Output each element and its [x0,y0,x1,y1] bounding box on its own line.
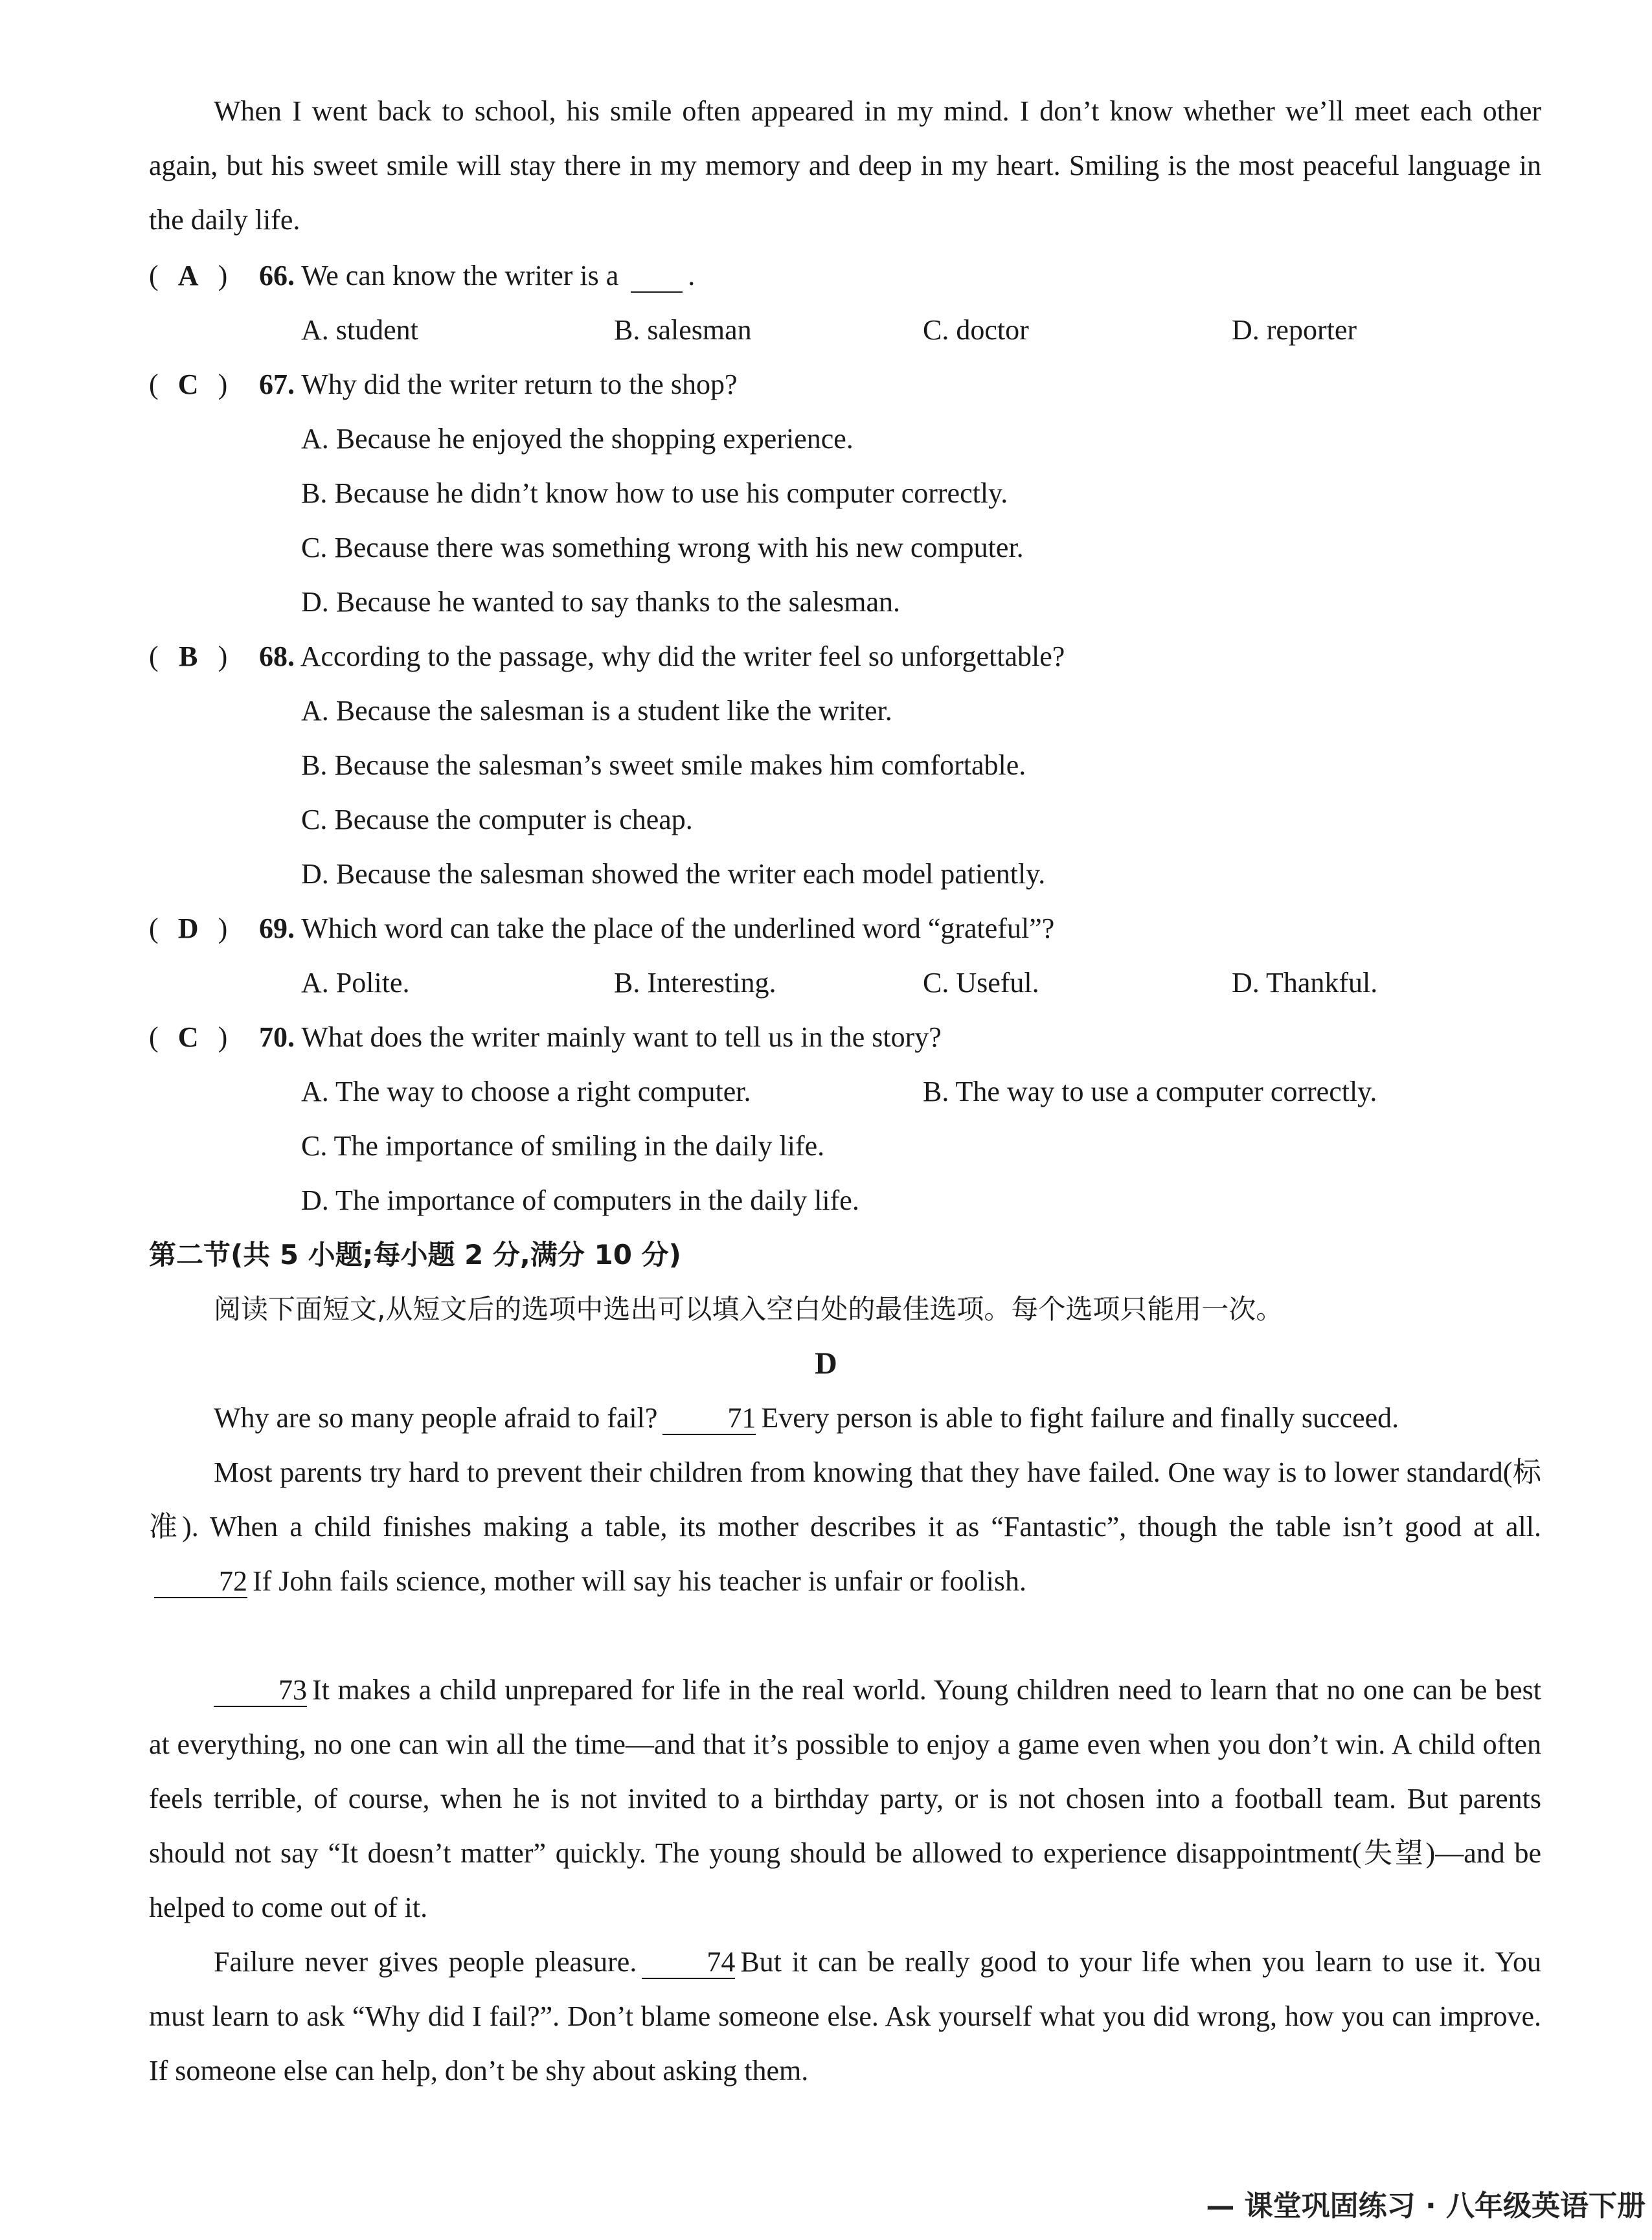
option-d: D. The importance of computers in the daily life. [301,1184,859,1216]
option-b: B. salesman [614,314,752,346]
option-a: A. student [301,314,418,346]
question-number: 68. [259,640,295,672]
answer-bracket: ( A ) [149,249,259,303]
question-stem: According to the passage, why did the writer feel so unforgettable? [300,640,1065,672]
passage-paragraph [149,1391,1541,1445]
text-segment: But it can be really good to your life when you learn to use it. You must learn to ask “Why did I fail?”. Don’t blame someone else. Ask yourself what you did wrong, how you can improve. If someone else can help, don’t be shy about asking them. [149,1946,1541,2087]
question-68 [149,629,1065,684]
question-number: 66. [259,260,295,291]
option-c: C. Because there was something wrong with his new computer. [301,532,1024,563]
blank-74: 74 [642,1947,735,1979]
question-69 [149,901,1054,956]
question-stem: Why did the writer return to the shop? [301,368,738,400]
passage-paragraph [149,1445,1541,1609]
answer-bracket: ( C ) [149,1010,259,1065]
answer-letter: D [177,912,199,944]
text-segment: It makes a child unprepared for life in the real world. Young children need to learn that no one can be best at everything, no one can win all the time—and that it’s possible to enjoy a game even when you don’t win. A child often feels terrible, of course, when he is not invited to a birthday party, or is not chosen into a football team. But parents should not say “It doesn’t matter” quickly. The young should be allowed to experience disappointment(失望)—and be helped to come out of it. [149,1674,1541,1923]
question-number: 69. [259,912,295,944]
page-footer: — 课堂巩固练习 · 八年级英语下册 [1206,2189,1646,2223]
option-b: B. Interesting. [614,967,776,999]
option-c: C. The importance of smiling in the daily life. [301,1130,825,1162]
option-d: D. Because he wanted to say thanks to the salesman. [301,586,900,618]
text-segment: Why are so many people afraid to fail? [214,1402,658,1434]
blank-72: 72 [154,1566,247,1598]
option-d: D. Thankful. [1232,967,1378,999]
option-d: D. reporter [1232,314,1357,346]
passage-paragraph [149,1663,1541,1935]
question-stem-end: . [688,260,696,291]
option-a: A. The way to choose a right computer. [301,1076,751,1107]
answer-letter: B [178,640,198,672]
passage-title: D [815,1346,837,1381]
option-a: A. Polite. [301,967,410,999]
option-b: B. The way to use a computer correctly. [923,1076,1377,1107]
blank-73: 73 [214,1675,307,1707]
question-70 [149,1010,942,1065]
option-b: B. Because the salesman’s sweet smile makes him comfortable. [301,749,1026,781]
option-d: D. Because the salesman showed the writer each model patiently. [301,858,1046,890]
option-a: A. Because the salesman is a student like the writer. [301,695,892,727]
question-stem: What does the writer mainly want to tell us in the story? [301,1021,942,1053]
question-number: 67. [259,368,295,400]
option-c: C. Useful. [923,967,1039,999]
text-segment: Every person is able to fight failure and finally succeed. [761,1402,1399,1434]
text-segment: Failure never gives people pleasure. [214,1946,637,1978]
answer-bracket: ( B ) [149,629,259,684]
blank-71: 71 [662,1403,756,1435]
text-segment: Most parents try hard to prevent their children from knowing that they have failed. One way is to lower standard(标准). When a child finishes making a table, its mother describes it as “Fantastic”, though the table isn’t good at all. [149,1456,1541,1543]
question-67 [149,357,737,412]
answer-bracket: ( C ) [149,357,259,412]
text-segment: If John fails science, mother will say his teacher is unfair or foolish. [253,1565,1027,1597]
answer-bracket: ( D ) [149,901,259,956]
answer-letter: C [177,368,199,400]
answer-blank [631,260,683,293]
section-heading: 第二节(共 5 小题;每小题 2 分,满分 10 分) [149,1239,681,1271]
passage-paragraph: When I went back to school, his smile often appeared in my mind. I don’t know whether we’ll meet each other again, but his sweet smile will stay there in my memory and deep in my heart. Smiling is the most peaceful language in the daily life. [149,95,1541,236]
answer-letter: A [177,260,199,291]
option-a: A. Because he enjoyed the shopping experience. [301,423,854,455]
option-c: C. Because the computer is cheap. [301,804,693,835]
question-stem: We can know the writer is a [301,260,619,291]
question-number: 70. [259,1021,295,1053]
question-stem: Which word can take the place of the underlined word “grateful”? [301,912,1055,944]
option-c: C. doctor [923,314,1029,346]
passage-paragraph [149,1935,1541,2098]
answer-letter: C [177,1021,199,1053]
option-b: B. Because he didn’t know how to use his computer correctly. [301,477,1008,509]
section-instruction: 阅读下面短文,从短文后的选项中选出可以填入空白处的最佳选项。每个选项只能用一次。 [214,1293,1284,1325]
question-66 [149,249,695,303]
